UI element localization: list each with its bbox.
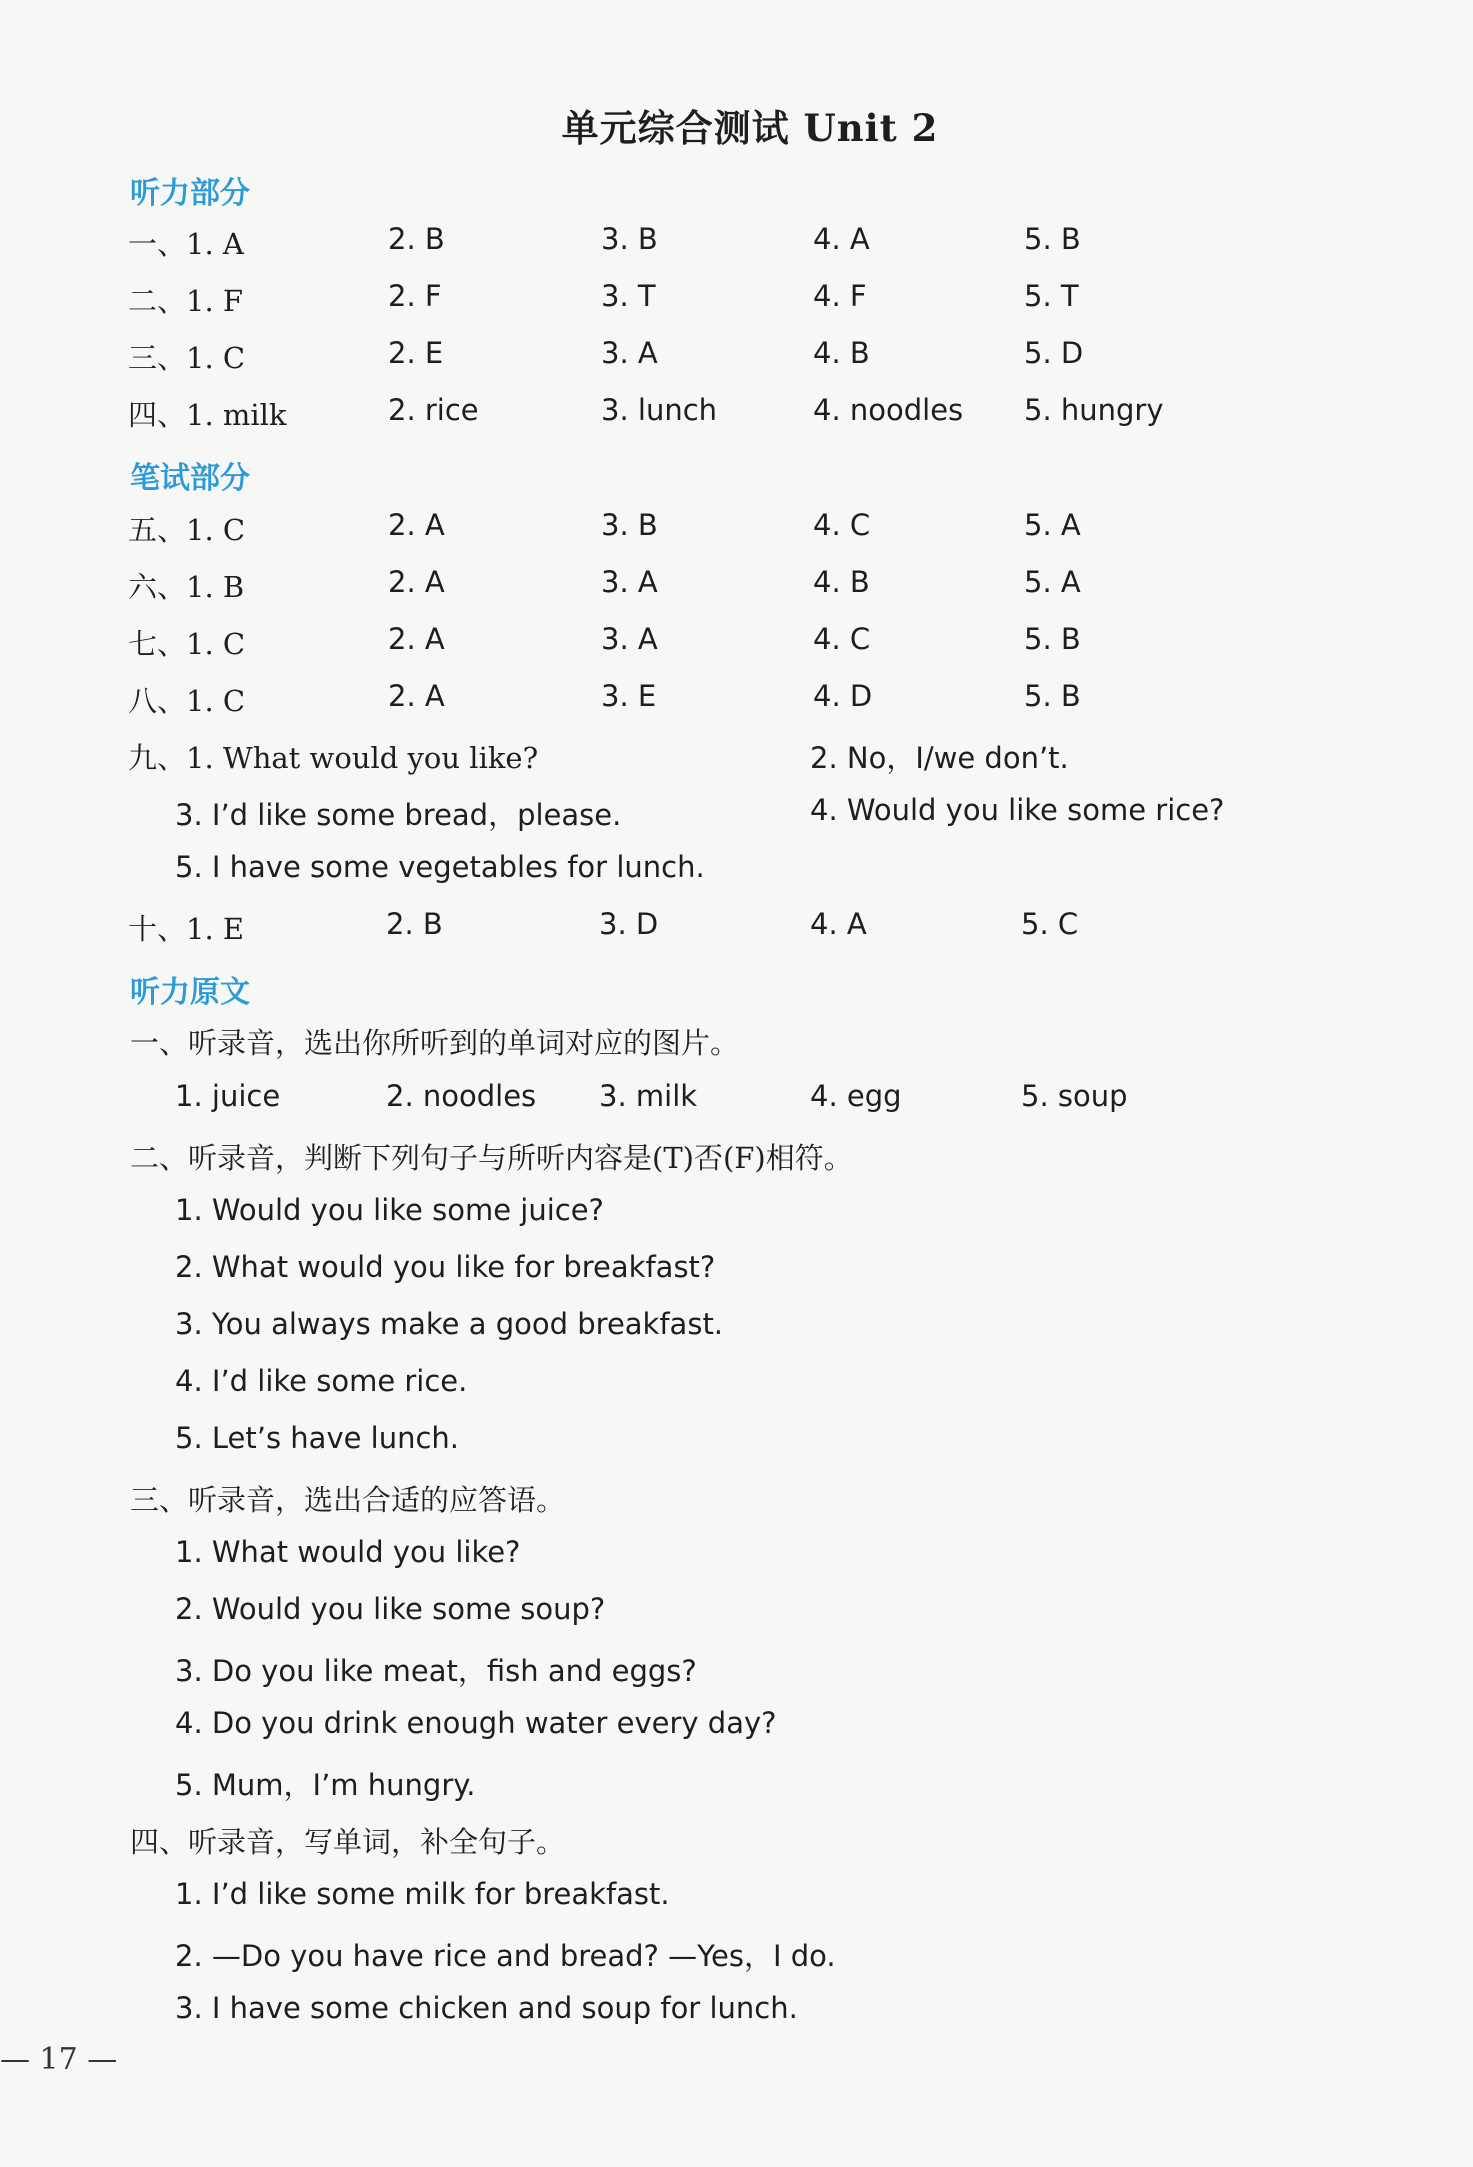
answer-cell: 4. C (813, 622, 871, 656)
answer-cell: 4. F (813, 279, 867, 313)
answer-cell: 3. A (601, 336, 658, 370)
answer-row-10 (0, 907, 1473, 947)
answer-cell: 5. B (1024, 222, 1081, 256)
answer-cell: 2. A (388, 565, 445, 599)
list-item: 1. What would you like? (175, 1535, 521, 1569)
list-item: 1. juice (175, 1079, 281, 1113)
answer-row-8 (0, 679, 1473, 719)
answer-row-9-item-3: 3. I’d like some bread，please. (175, 798, 622, 832)
answer-cell: 3. A (601, 565, 658, 599)
answer-cell: 4. D (813, 679, 873, 713)
answer-label: 五、1. C (128, 513, 246, 547)
list-item: 3. Do you like meat，fish and eggs? (175, 1654, 697, 1688)
list-item: 3. I have some chicken and soup for lunch. (175, 1991, 798, 2025)
answer-cell: 5. A (1024, 565, 1081, 599)
answer-cell: 4. noodles (813, 393, 964, 427)
answer-cell: 3. T (601, 279, 656, 313)
answer-cell: 2. A (388, 679, 445, 713)
page-number: — 17 — (0, 2042, 118, 2077)
list-item: 4. Do you drink enough water every day? (175, 1706, 777, 1740)
transcript-q1-instruction: 一、听录音，选出你所听到的单词对应的图片。 (130, 1026, 740, 1060)
answer-label: 六、1. B (128, 570, 245, 604)
list-item: 1. Would you like some juice? (175, 1193, 604, 1227)
list-item: 2. noodles (386, 1079, 537, 1113)
answer-label: 三、1. C (128, 341, 246, 375)
answer-cell: 4. A (813, 222, 870, 256)
answer-cell: 2. B (386, 907, 443, 941)
answer-row-1 (0, 222, 1473, 262)
answer-cell: 4. C (813, 508, 871, 542)
answer-cell: 3. B (601, 508, 658, 542)
transcript-q2-instruction: 二、听录音，判断下列句子与所听内容是(T)否(F)相符。 (130, 1141, 853, 1175)
section-writing: 笔试部分 (130, 461, 250, 496)
answer-row-9-item-5: 5. I have some vegetables for lunch. (175, 850, 705, 884)
section-listening: 听力部分 (130, 176, 250, 211)
answer-cell: 5. T (1024, 279, 1079, 313)
answer-cell: 3. A (601, 622, 658, 656)
answer-cell: 4. B (813, 336, 870, 370)
answer-row-3 (0, 336, 1473, 376)
answer-row-9-item-1: 九、1. What would you like? (128, 741, 539, 775)
answer-cell: 3. D (599, 907, 659, 941)
answer-label: 八、1. C (128, 684, 246, 718)
list-item: 2. —Do you have rice and bread? —Yes，I do. (175, 1939, 836, 1973)
answer-cell: 5. D (1024, 336, 1084, 370)
answer-cell: 5. C (1021, 907, 1079, 941)
answer-label: 一、1. A (128, 227, 244, 261)
list-item: 4. egg (810, 1079, 902, 1113)
list-item: 2. What would you like for breakfast? (175, 1250, 716, 1284)
transcript-q4-instruction: 四、听录音，写单词，补全句子。 (130, 1825, 566, 1859)
answer-cell: 2. A (388, 508, 445, 542)
section-transcript: 听力原文 (130, 975, 250, 1010)
answer-row-9-item-2: 2. No，I/we don’t. (810, 741, 1069, 775)
list-item: 5. Let’s have lunch. (175, 1421, 460, 1455)
answer-label: 七、1. C (128, 627, 246, 661)
transcript-q1-items (0, 1079, 1473, 1119)
list-item: 2. Would you like some soup? (175, 1592, 606, 1626)
answer-row-4 (0, 393, 1473, 433)
answer-cell: 3. B (601, 222, 658, 256)
answer-cell: 5. B (1024, 679, 1081, 713)
answer-label: 四、1. milk (128, 398, 287, 432)
answer-cell: 2. A (388, 622, 445, 656)
answer-cell: 2. F (388, 279, 442, 313)
answer-cell: 5. B (1024, 622, 1081, 656)
transcript-q3-instruction: 三、听录音，选出合适的应答语。 (130, 1483, 566, 1517)
answer-cell: 2. rice (388, 393, 479, 427)
answer-row-7 (0, 622, 1473, 662)
list-item: 1. I’d like some milk for breakfast. (175, 1877, 670, 1911)
answer-cell: 3. lunch (601, 393, 718, 427)
list-item: 3. You always make a good breakfast. (175, 1307, 724, 1341)
list-item: 4. I’d like some rice. (175, 1364, 468, 1398)
answer-cell: 5. hungry (1024, 393, 1164, 427)
answer-label: 二、1. F (128, 284, 244, 318)
answer-cell: 4. A (810, 907, 867, 941)
answer-cell: 2. E (388, 336, 444, 370)
page-title: 单元综合测试 Unit 2 (561, 106, 939, 150)
answer-cell: 2. B (388, 222, 445, 256)
answer-cell: 4. B (813, 565, 870, 599)
answer-row-9-item-4: 4. Would you like some rice? (810, 793, 1225, 827)
answer-label: 十、1. E (128, 912, 245, 946)
list-item: 5. Mum，I’m hungry. (175, 1768, 476, 1802)
answer-cell: 3. E (601, 679, 657, 713)
list-item: 5. soup (1021, 1079, 1128, 1113)
answer-cell: 5. A (1024, 508, 1081, 542)
answer-row-6 (0, 565, 1473, 605)
answer-row-2 (0, 279, 1473, 319)
answer-row-5 (0, 508, 1473, 548)
list-item: 3. milk (599, 1079, 698, 1113)
